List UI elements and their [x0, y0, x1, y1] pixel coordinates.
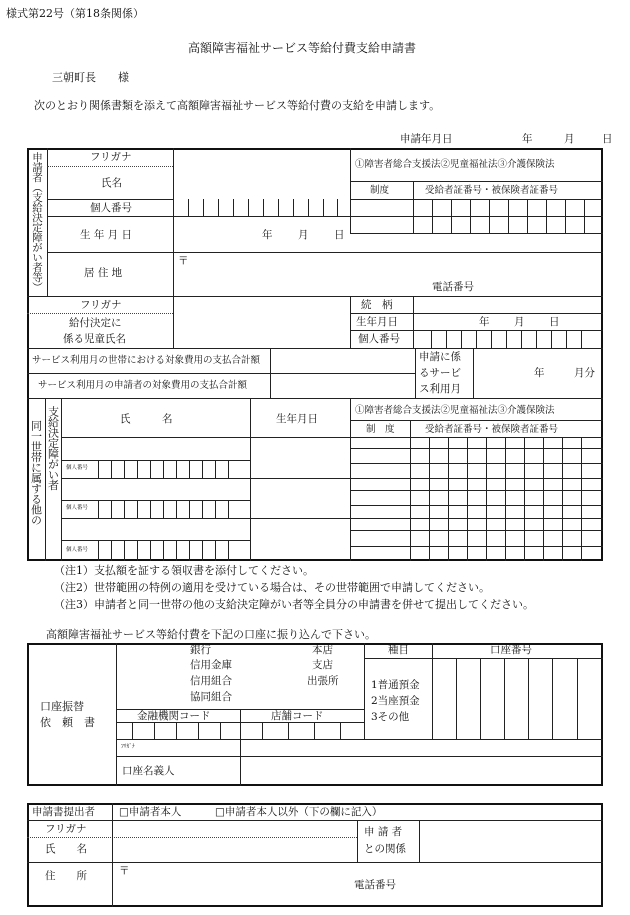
addressee: 三朝町長 様	[52, 71, 129, 84]
inst-type-3: 協同組合	[190, 691, 232, 703]
date-day: 日	[602, 133, 613, 145]
branch-type-0: 本店	[312, 644, 333, 656]
bank-side-label-2: 依 頼 書	[40, 716, 95, 729]
child-furigana-label: フリガナ	[80, 299, 122, 311]
applicant-name-label: 氏名	[101, 177, 122, 189]
child-personal-number-label: 個人番号	[358, 333, 400, 345]
child-birth-year: 年	[479, 316, 490, 328]
applicant-side-label: 申請者（支給決定障がい者等）	[31, 152, 44, 292]
inst-type-0: 銀行	[190, 644, 211, 656]
applicant-personal-number-label: 個人番号	[90, 202, 132, 214]
submitter-option-other[interactable]: □申請者本人以外（下の欄に記入）	[215, 806, 383, 818]
note-2: （注2）世帯範囲の特例の適用を受けている場合は、その世帯範囲で申請してください。	[54, 581, 490, 594]
inst-type-2: 信用組合	[190, 675, 232, 687]
form-number: 様式第22号（第18条関係）	[6, 7, 144, 20]
applicant-birth-month: 月	[298, 229, 309, 241]
child-birthdate-label: 生年月日	[356, 316, 398, 328]
household-side-label-2: 支給決定障がい者	[46, 406, 60, 490]
intro-text: 次のとおり関係書類を添えて高額障害福祉サービス等給付費の支給を申請します。	[34, 99, 441, 112]
bank-side-label-1: 口座振替	[40, 700, 84, 713]
service-month-label-2: るサービ	[419, 367, 461, 379]
service-month: 月分	[574, 367, 595, 379]
submitter-label: 申請書提出者	[32, 806, 95, 818]
child-birth-month: 月	[514, 316, 525, 328]
applicant-postal-mark: 〒	[178, 255, 189, 267]
household-birthdate-label: 生年月日	[276, 413, 318, 425]
branch-type-2: 出張所	[307, 675, 339, 687]
applicant-total-label: サービス利用月の申請者の対象費用の支払合計額	[38, 380, 248, 391]
branch-code-label: 店舗コード	[271, 710, 324, 722]
household-name-label: 氏 名	[120, 413, 173, 425]
account-number-label: 口座番号	[490, 644, 532, 656]
household-personal-number-1: 個人番号	[66, 465, 89, 471]
submitter-relation-1: 申 請 者	[364, 826, 403, 838]
applicant-law-types: ①障害者総合支援法②児童福祉法③介護保険法	[355, 159, 555, 170]
service-month-label-3: ス利用月	[419, 383, 461, 395]
holder-label: 口座名義人	[122, 765, 175, 777]
household-system-label: 制 度	[366, 424, 395, 435]
account-type-2: 3その他	[371, 711, 410, 723]
applicant-birth-year: 年	[262, 229, 273, 241]
applicant-furigana-label: フリガナ	[90, 151, 132, 163]
submitter-name-label: 氏 名	[45, 843, 87, 855]
bank-code-label: 金融機関コード	[137, 710, 211, 722]
branch-type-1: 支店	[312, 659, 333, 671]
note-1: （注1）支払額を証する領収書を添付してください。	[54, 564, 314, 577]
applicant-system-label: 制度	[370, 185, 390, 196]
kind-label: 種目	[388, 644, 409, 656]
service-month-label-1: 申請に係	[419, 351, 461, 363]
account-type-0: 1普通預金	[371, 679, 420, 691]
date-month: 月	[564, 133, 575, 145]
household-cert-label: 受給者証番号・被保険者証番号	[425, 424, 559, 435]
applicant-phone-label: 電話番号	[432, 281, 474, 293]
account-type-1: 2当座預金	[371, 695, 420, 707]
submitter-postal-mark: 〒	[119, 865, 130, 877]
applicant-cert-label: 受給者証番号・被保険者証番号	[425, 185, 559, 196]
applicant-birthdate-label: 生 年 月 日	[80, 229, 133, 241]
applicant-address-label: 居 住 地	[84, 267, 123, 279]
form-title: 高額障害福祉サービス等給付費支給申請書	[188, 41, 417, 55]
applicant-birth-day: 日	[334, 229, 345, 241]
submitter-address-label: 住 所	[45, 870, 87, 882]
bank-intro: 高額障害福祉サービス等給付費を下記の口座に振り込んで下さい。	[46, 628, 376, 641]
holder-furigana-label: ﾌﾘｶﾞﾅ	[121, 744, 135, 750]
child-name-label-2: 係る児童氏名	[63, 333, 126, 345]
application-date-label: 申請年月日	[400, 133, 453, 145]
date-year: 年	[522, 133, 533, 145]
household-side-label-1: 同一世帯に属する他の	[29, 420, 43, 525]
household-personal-number-3: 個人番号	[66, 547, 89, 553]
child-relation-label: 続 柄	[361, 299, 393, 311]
inst-type-1: 信用金庫	[190, 659, 232, 671]
service-year: 年	[534, 367, 545, 379]
submitter-relation-2: との関係	[364, 843, 406, 855]
child-name-label-1: 給付決定に	[69, 317, 122, 329]
submitter-option-self[interactable]: □申請者本人	[119, 806, 182, 818]
child-birth-day: 日	[549, 316, 560, 328]
submitter-phone-label: 電話番号	[354, 879, 396, 891]
household-personal-number-2: 個人番号	[66, 505, 89, 511]
household-total-label: サービス利用月の世帯における対象費用の支払合計額	[32, 355, 261, 366]
household-law-types: ①障害者総合支援法②児童福祉法③介護保険法	[355, 405, 555, 416]
submitter-furigana-label: フリガナ	[45, 823, 87, 835]
note-3: （注3）申請者と同一世帯の他の支給決定障がい者等全員分の申請書を併せて提出してください。	[54, 598, 534, 611]
submitter-table	[27, 803, 603, 907]
